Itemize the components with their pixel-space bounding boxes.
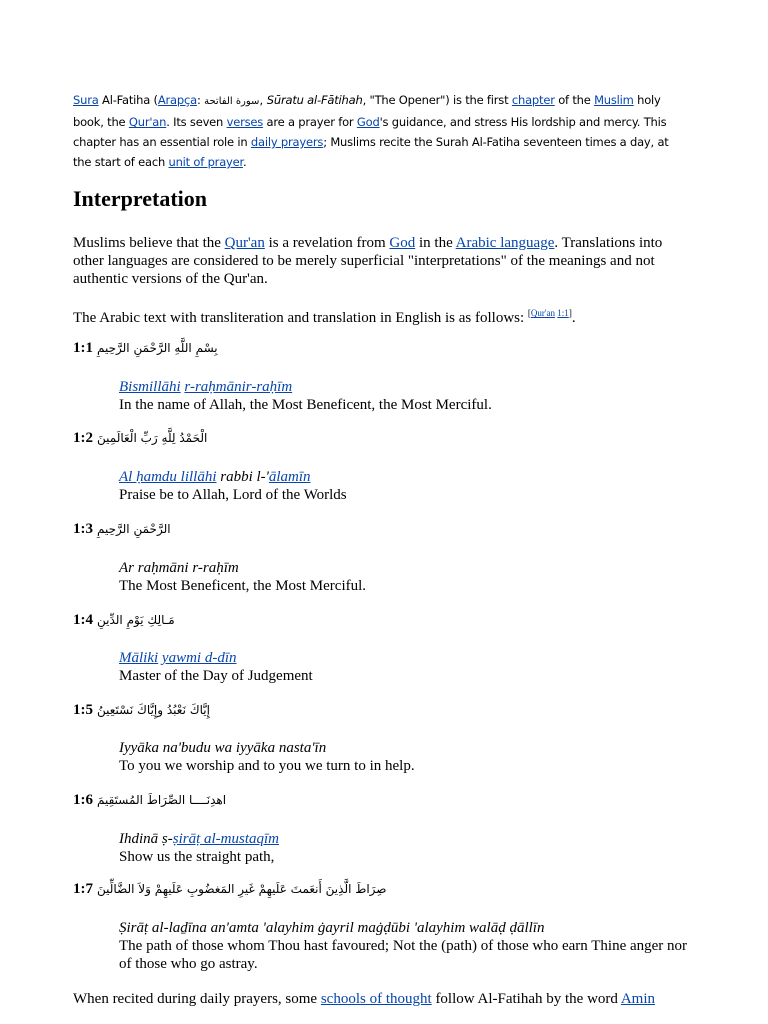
verse-header	[73, 702, 210, 719]
intro-text: ; Muslims recite the Surah Al-Fatiha seventeen times a day, at the start of each	[73, 135, 669, 169]
verse-arabic: صِرَاطَ الَّذِينَ أَنعَمتَ عَلَيهِمْ غَيرِ المَغضُوبِ عَلَيهِمْ وَلاَ الضَّالِّينَ	[97, 882, 387, 896]
link-translit[interactable]: r-raḥmānir-raḥīm	[184, 379, 293, 395]
link-translit[interactable]: ālamīn	[268, 469, 311, 485]
verse-transliteration: Iyyāka na'budu wa iyyāka nasta'īn	[119, 740, 327, 756]
verse-translation: To you we worship and to you we turn to in help.	[119, 758, 415, 774]
verse-arabic: مَـالِكِ يَوْمِ الدِّينِ	[97, 613, 175, 627]
p1-text: in the	[415, 235, 456, 251]
link-translit[interactable]: Al ḥamdu lillāhi	[119, 469, 217, 485]
link-sura[interactable]: Sura	[73, 93, 99, 107]
verse-arabic: الْحَمْدُ لِلَّهِ رَبِّ الْعَالَمِينَ	[97, 431, 208, 445]
verse-header	[73, 612, 175, 629]
verse-header	[73, 430, 207, 447]
transliterated-name: Sūratu al-Fātihah	[266, 93, 363, 107]
translit-text: Ihdinā ṣ-	[119, 831, 173, 847]
link-quran[interactable]: Qur'an	[128, 115, 167, 129]
p2-text: The Arabic text with transliteration and translation in English is as follows:	[73, 310, 528, 326]
verse-body	[119, 649, 699, 685]
verse-arabic: الرَّحْمَنِ الرَّحِيمِ	[97, 522, 171, 536]
paragraph-interpretation	[73, 234, 693, 288]
intro-text: :	[196, 93, 205, 107]
verse-body	[119, 559, 699, 595]
verse-translation: Show us the straight path,	[119, 849, 275, 865]
verse-number: 1:7	[73, 881, 93, 897]
link-quran-2[interactable]: Qur'an	[224, 235, 265, 251]
intro-text: 's guidance, and stress His lordship and mercy. This chapter has an essential role in	[73, 115, 667, 149]
verse-transliteration	[119, 830, 699, 848]
p2-text: .	[571, 310, 576, 326]
intro-text: .	[243, 155, 247, 169]
verse-header	[73, 792, 226, 809]
verse-number: 1:1	[73, 340, 93, 356]
link-arapca[interactable]: Arapça	[157, 93, 197, 107]
link-daily-prayers[interactable]: daily prayers	[250, 135, 324, 149]
paragraph-arabic-text	[73, 304, 693, 327]
intro-text: . Its seven	[166, 115, 227, 129]
verse-transliteration	[119, 649, 699, 667]
intro-text: Al-Fatiha (	[98, 93, 158, 107]
link-arabic-language[interactable]: Arabic language	[455, 235, 555, 251]
verse-header	[73, 881, 387, 898]
verse-translation: In the name of Allah, the Most Beneficent, the Most Merciful.	[119, 397, 492, 413]
link-translit[interactable]: yawmi d-dīn	[161, 650, 237, 666]
p3-text: When recited during daily prayers, some	[73, 991, 321, 1007]
link-schools-of-thought[interactable]: schools of thought	[320, 991, 432, 1007]
verse-number: 1:5	[73, 702, 93, 718]
link-unit-of-prayer[interactable]: unit of prayer	[168, 155, 244, 169]
verse-arabic: بِسْمِ اللَّهِ الرَّحْمَنِ الرَّحِيمِ	[97, 341, 218, 355]
paragraph-amin	[73, 990, 693, 1008]
verse-transliteration	[119, 468, 699, 486]
intro-text: holy book, the	[73, 93, 661, 129]
verse-body	[119, 739, 699, 775]
link-ref-verse[interactable]: 1:1	[557, 308, 569, 318]
verse-translation: The Most Beneficent, the Most Merciful.	[119, 578, 367, 594]
verse-translation: Master of the Day of Judgement	[119, 668, 313, 684]
p3-text: follow Al-Fatihah by the word	[431, 991, 621, 1007]
verse-number: 1:2	[73, 430, 93, 446]
verse-arabic: اهدِنَــــا الصِّرَاطَ المُستَقِيمَ	[97, 793, 227, 807]
verse-body	[119, 830, 699, 866]
arabic-name: سورة الفاتحة	[204, 96, 260, 107]
p1-text: . Translations into other languages are considered to be merely superficial "interpretations" of the meanings and not authentic versions of the Qur'an.	[73, 235, 663, 287]
intro-paragraph	[73, 90, 688, 172]
link-translit[interactable]: ṣirāṭ al-mustaqīm	[172, 831, 280, 847]
link-god-2[interactable]: God	[389, 235, 416, 251]
link-amin[interactable]: Amin	[620, 991, 656, 1007]
section-heading: Interpretation	[73, 186, 208, 211]
verse-header	[73, 340, 218, 357]
link-translit[interactable]: Māliki	[119, 650, 159, 666]
verse-header	[73, 521, 171, 538]
intro-text: are a prayer for	[263, 115, 357, 129]
verse-body	[119, 919, 699, 973]
verse-translation: The path of those whom Thou hast favoured; Not the (path) of those who earn Thine anger nor of those who go astray.	[119, 938, 688, 972]
p1-text: Muslims believe that the	[73, 235, 225, 251]
ref-bracket: ]	[568, 308, 572, 318]
reference-superscript	[528, 308, 572, 318]
translit-text: rabbi l-'	[216, 469, 269, 485]
link-translit[interactable]: Bismillāhi	[119, 379, 181, 395]
intro-text: , "The Opener") is the first	[362, 93, 512, 107]
link-verses[interactable]: verses	[226, 115, 264, 129]
verse-number: 1:3	[73, 521, 93, 537]
intro-text: of the	[554, 93, 595, 107]
ref-bracket: [	[527, 308, 531, 318]
link-ref-quran[interactable]: Qur'an	[530, 308, 556, 318]
p1-text: is a revelation from	[264, 235, 390, 251]
verse-arabic: إِيَّاكَ نَعْبُدُ وإِيَّاكَ نَسْتَعِينُ	[97, 703, 210, 717]
verse-translation: Praise be to Allah, Lord of the Worlds	[119, 487, 347, 503]
verse-body	[119, 378, 699, 414]
verse-transliteration	[119, 378, 699, 396]
verse-transliteration: Ṣirāṭ al-laḏīna an'amta 'alayhim ġayril maġḍūbi 'alayhim walāḍ ḍāllīn	[119, 920, 545, 936]
intro-text: ,	[259, 93, 267, 107]
verse-body	[119, 468, 699, 504]
link-chapter[interactable]: chapter	[511, 93, 555, 107]
verse-transliteration: Ar raḥmāni r-raḥīm	[119, 560, 239, 576]
verse-number: 1:6	[73, 792, 93, 808]
link-muslim[interactable]: Muslim	[594, 93, 634, 107]
link-god[interactable]: God	[356, 115, 380, 129]
verse-number: 1:4	[73, 612, 93, 628]
